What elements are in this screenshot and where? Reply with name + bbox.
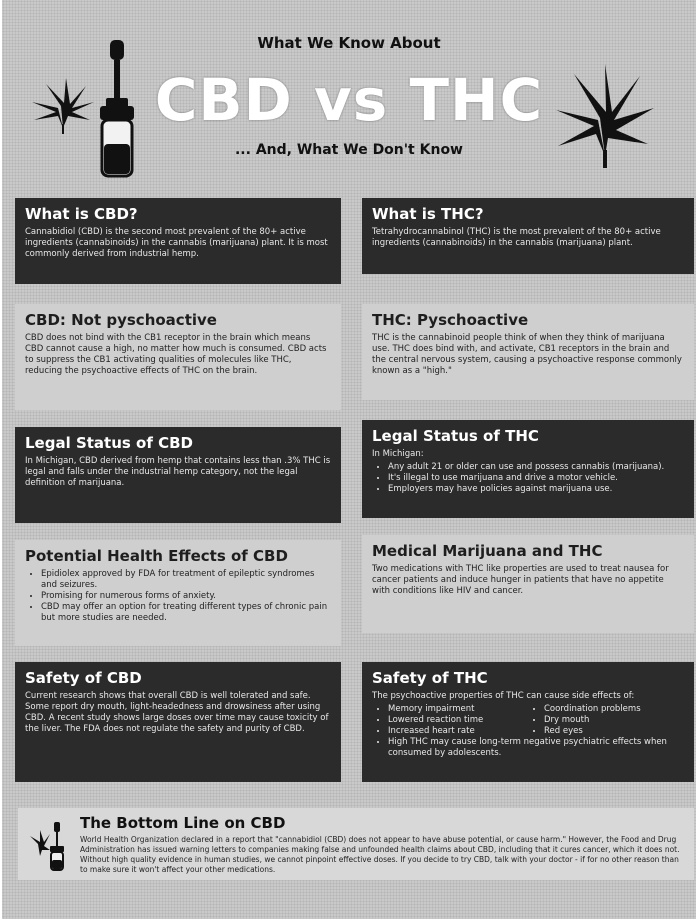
side-effects-list-full xyxy=(372,737,684,759)
card-title: Legal Status of THC xyxy=(372,427,539,445)
side-effects-list-left xyxy=(372,704,528,737)
card-thc-psychoactive xyxy=(362,304,694,400)
card-title: Safety of THC xyxy=(372,669,488,687)
card-body: Current research shows that overall CBD is well tolerated and safe. Some report dry mouth, light-headedness and drowsiness after using CBD. A recent study shows large doses over time may cause toxicity of the liver. The FDA does not regulate the safety and purity of CBD. xyxy=(25,691,329,734)
bottom-line-body: World Health Organization declared in a report that "cannabidiol (CBD) does not appear to have abuse potential, or cause harm." However, the Food and Drug Administration has issued warning letters to companies making false and unfounded health claims about CBD, including that it cures cancer, which it does not. Without high quality evidence in human studies, we cannot pinpoint effective doses. If you decide to try CBD, talk with your doctor - if for no other reason than to make sure it won't affect your other medications. xyxy=(80,835,680,874)
card-legal-status-thc xyxy=(362,420,694,518)
card-body: Cannabidiol (CBD) is the second most prevalent of the 80+ active ingredients (cannabinoids) in the cannabis (marijuana) plant. It is most commonly derived from industrial hemp. xyxy=(25,227,328,259)
card-title: Potential Health Effects of CBD xyxy=(25,547,288,565)
card-title: THC: Pyschoactive xyxy=(372,311,529,329)
card-medical-marijuana-thc xyxy=(362,535,694,633)
flyer-page xyxy=(2,0,696,919)
card-body: THC is the cannabinoid people think of when they think of marijuana use. THC does bind with, and activate, CB1 receptors in the brain and the central nervous system, causing a psychoactive response commonly known as a "high." xyxy=(372,333,682,376)
dropper-leaf-icon xyxy=(28,820,72,876)
list-item: • High THC may cause long-term negative psychiatric effects when consumed by adolescents. xyxy=(388,737,684,759)
card-cbd-not-psychoactive xyxy=(15,304,341,410)
card-safety-thc xyxy=(362,662,694,782)
list-item: • Red eyes xyxy=(544,726,684,737)
card-body: Two medications with THC like properties are used to treat nausea for cancer patients and induce hunger in patients that have no appetite with conditions like HIV and cancer. xyxy=(372,564,669,596)
bottom-line-title: The Bottom Line on CBD xyxy=(80,814,286,832)
card-title: Medical Marijuana and THC xyxy=(372,542,603,560)
card-title: CBD: Not pyschoactive xyxy=(25,311,217,329)
card-legal-status-cbd xyxy=(15,427,341,523)
card-what-is-thc xyxy=(362,198,694,274)
card-intro: In Michigan: xyxy=(372,449,424,459)
side-effects-list-right xyxy=(528,704,684,737)
card-body: Tetrahydrocannabinol (THC) is the most prevalent of the 80+ active ingredients (cannabinoids) in the cannabis (marijuana) plant. xyxy=(372,227,661,248)
list-item: • Lowered reaction time xyxy=(388,715,528,726)
list-item: • Increased heart rate xyxy=(388,726,528,737)
list-item: • Promising for numerous forms of anxiety. xyxy=(41,591,331,602)
page-title: CBD vs THC xyxy=(154,66,544,134)
list-item: • CBD may offer an option for treating different types of chronic pain but more studies are needed. xyxy=(41,602,331,624)
card-health-effects-cbd xyxy=(15,540,341,646)
card-title: Legal Status of CBD xyxy=(25,434,193,452)
hero-subtitle: ... And, What We Don't Know xyxy=(234,142,463,158)
side-effects-columns xyxy=(372,702,684,737)
legal-thc-list xyxy=(372,462,684,495)
card-body: CBD does not bind with the CB1 receptor in the brain which means CBD cannot cause a high, no matter how much is consumed. CBD acts to suppress the CB1 activating qualities of molecules like THC, reducing the psychoactive effects of THC on the brain. xyxy=(25,333,327,376)
hero-kicker: What We Know About xyxy=(257,34,441,52)
card-safety-cbd xyxy=(15,662,341,782)
list-item: • Dry mouth xyxy=(544,715,684,726)
card-title: What is CBD? xyxy=(25,205,138,223)
list-item: • Coordination problems xyxy=(544,704,684,715)
card-intro: The psychoactive properties of THC can cause side effects of: xyxy=(372,691,635,701)
list-item: • Employers may have policies against marijuana use. xyxy=(388,484,684,495)
cannabis-leaf-icon xyxy=(550,60,660,174)
health-effects-list xyxy=(25,569,331,624)
bottom-line-section xyxy=(18,808,694,880)
card-title: Safety of CBD xyxy=(25,669,142,687)
card-title: What is THC? xyxy=(372,205,484,223)
list-item: • It's illegal to use marijuana and drive a motor vehicle. xyxy=(388,473,684,484)
list-item: • Memory impairment xyxy=(388,704,528,715)
card-what-is-cbd xyxy=(15,198,341,284)
list-item: • Any adult 21 or older can use and possess cannabis (marijuana). xyxy=(388,462,684,473)
card-body: In Michigan, CBD derived from hemp that contains less than .3% THC is legal and falls under the industrial hemp category, not the legal definition of marijuana. xyxy=(25,456,331,488)
list-item: • Epidiolex approved by FDA for treatment of epileptic syndromes and seizures. xyxy=(41,569,331,591)
